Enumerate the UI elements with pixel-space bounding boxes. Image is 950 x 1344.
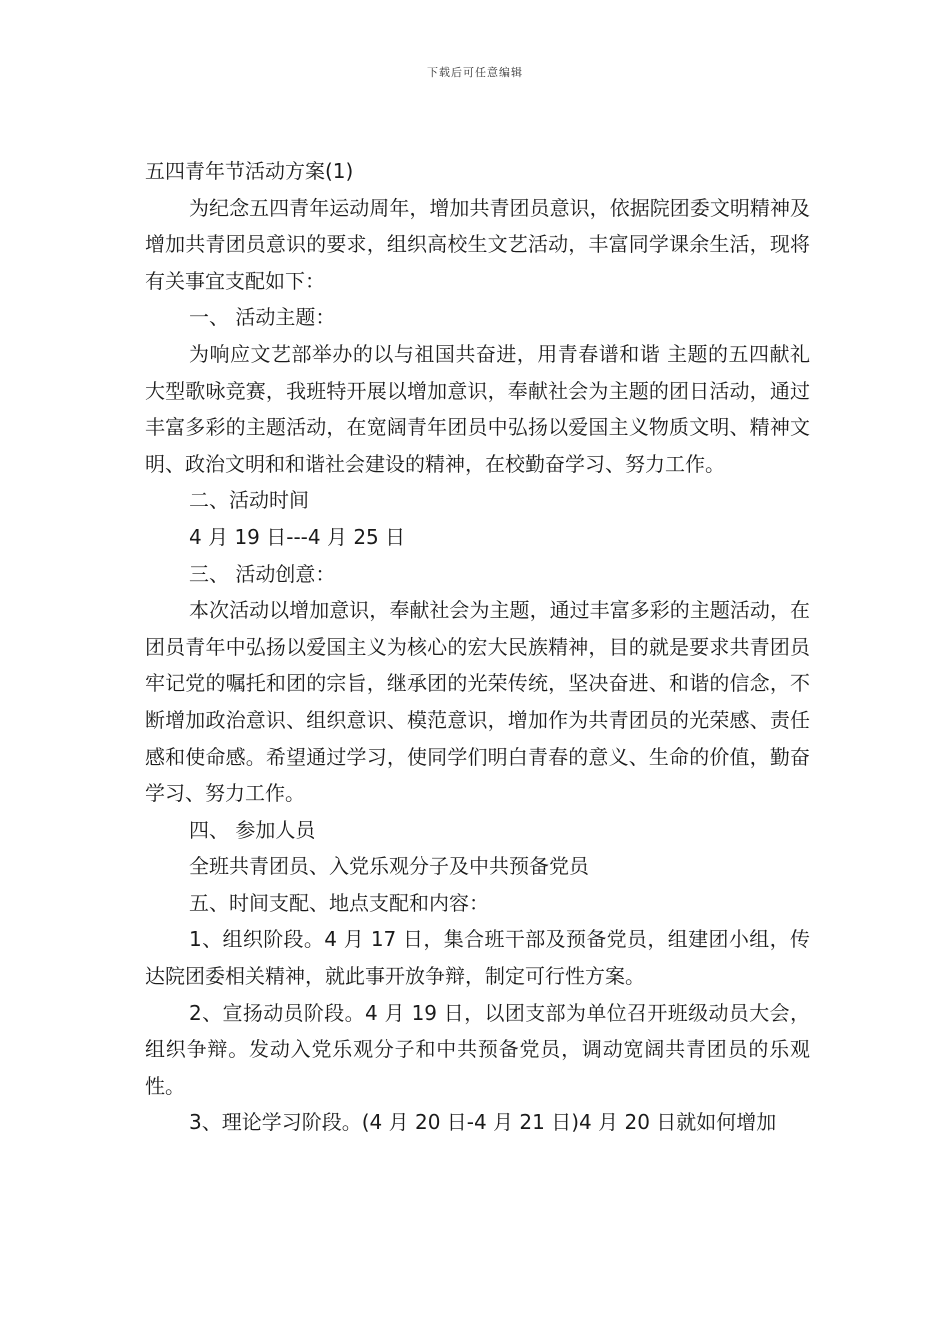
paragraph-time: 4 月 19 日---4 月 25 日 — [189, 524, 406, 549]
section-heading-idea: 三、 活动创意： — [189, 561, 336, 586]
section-heading-time: 二、活动时间 — [189, 488, 309, 513]
paragraph-participants: 全班共青团员、入党乐观分子及中共预备党员 — [189, 854, 589, 879]
paragraph-stage-1: 1、组织阶段。4 月 17 日，集合班干部及预备党员，组建团小组，传达院团委相关精神，就此事开放争辩，制定可行性方案。 — [145, 927, 810, 989]
section-heading-participants: 四、 参加人员 — [189, 817, 316, 842]
paragraph-stage-3: 3、理论学习阶段。(4 月 20 日-4 月 21 日)4 月 20 日就如何增加 — [189, 1110, 777, 1135]
paragraph-stage-2: 2、宣扬动员阶段。4 月 19 日，以团支部为单位召开班级动员大会，组织争辩。发动入党乐观分子和中共预备党员，调动宽阔共青团员的乐观性。 — [145, 1000, 810, 1098]
section-heading-theme: 一、 活动主题： — [189, 305, 336, 330]
document-title: 五四青年节活动方案(1) — [145, 159, 354, 183]
document-body — [145, 153, 810, 1141]
header-note: 下载后可任意编辑 — [427, 66, 523, 79]
paragraph-intro: 为纪念五四青年运动周年，增加共青团员意识，依据院团委文明精神及增加共青团员意识的要求，组织高校生文艺活动，丰富同学课余生活，现将有关事宜支配如下： — [145, 195, 810, 293]
section-heading-schedule: 五、时间支配、地点支配和内容： — [189, 890, 489, 915]
paragraph-idea: 本次活动以增加意识，奉献社会为主题，通过丰富多彩的主题活动，在团员青年中弘扬以爱国主义为核心的宏大民族精神，目的就是要求共青团员牢记党的嘱托和团的宗旨，继承团的光荣传统，坚决奋进、和谐的信念，不断增加政治意识、组织意识、模范意识，增加作为共青团员的光荣感、责任感和使命感。希望通过学习，使同学们明白青春的意义、生命的价值，勤奋学习、努力工作。 — [145, 598, 810, 806]
paragraph-theme: 为响应文艺部举办的以与祖国共奋进，用青春谱和谐 主题的五四献礼大型歌咏竞赛，我班特开展以增加意识，奉献社会为主题的团日活动，通过丰富多彩的主题活动，在宽阔青年团员中弘扬以爱国主义物质文明、精神文明、政治文明和和谐社会建设的精神，在校勤奋学习、努力工作。 — [145, 341, 810, 476]
